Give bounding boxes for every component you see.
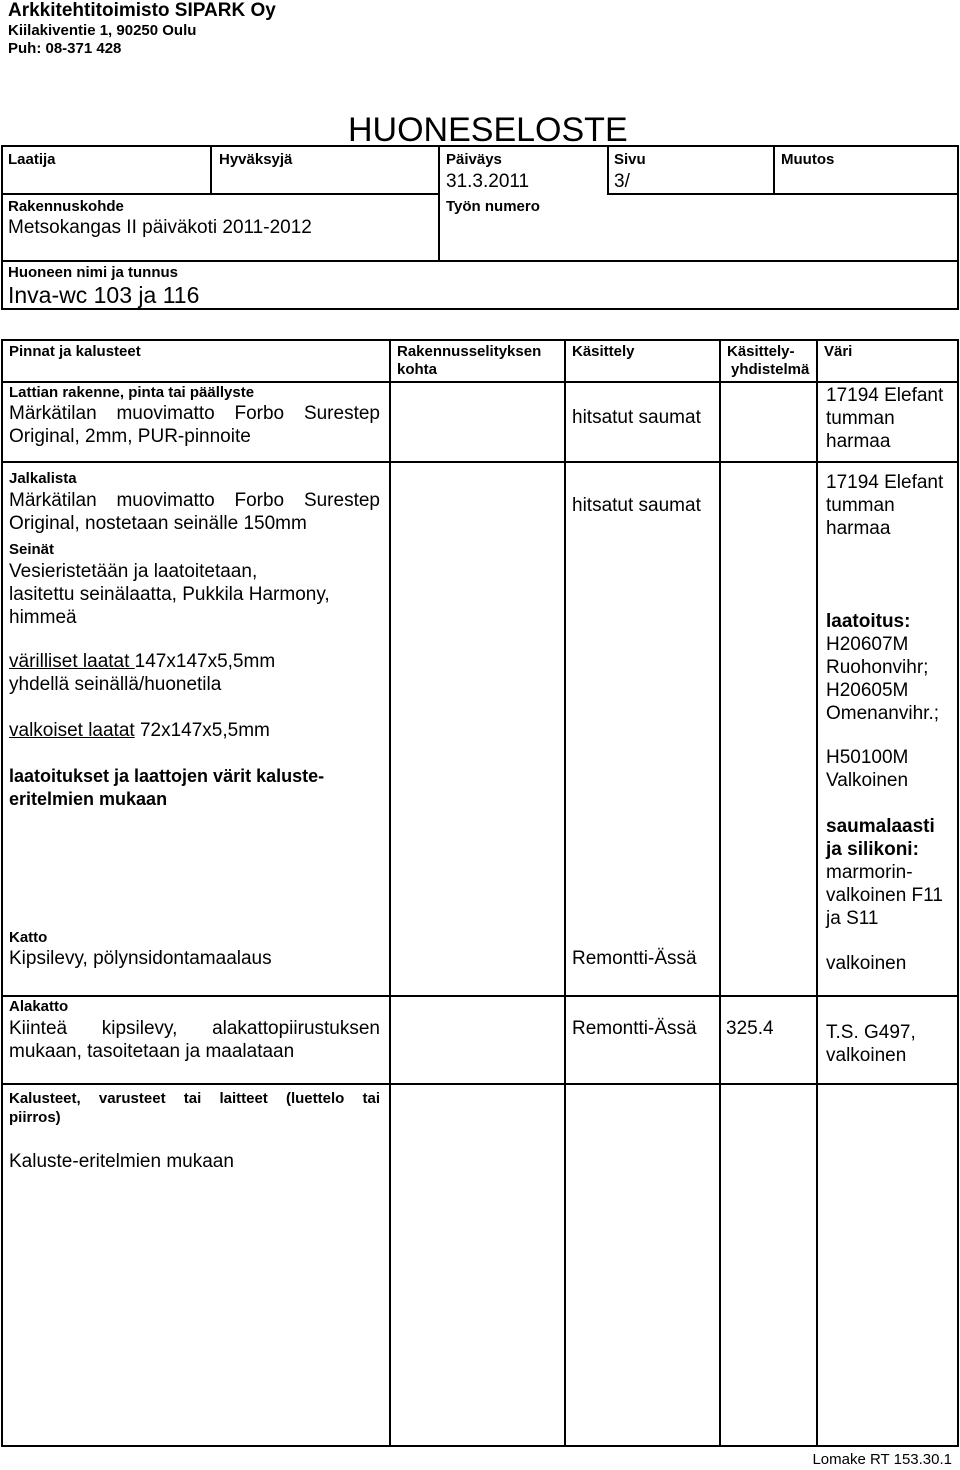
seinat-vari-laatoitus: laatoitus:	[826, 611, 911, 632]
alakatto-vari-1: T.S. G497,	[826, 1022, 916, 1043]
seinat-varilliset-underlined: värilliset laatat	[9, 651, 135, 672]
paivays-value: 31.3.2011	[446, 171, 530, 192]
seinat-vari-saumalaasti-1: saumalaasti	[826, 816, 935, 837]
rakennuskohde-value: Metsokangas II päiväkoti 2011-2012	[8, 217, 312, 238]
seinat-line3: himmeä	[9, 607, 77, 628]
seinat-vari-5: H50100M	[826, 747, 909, 768]
seinat-valkoiset-size: 72x147x5,5mm	[134, 720, 270, 741]
jalkalista-line2: Original, nostetaan seinälle 150mm	[9, 513, 307, 534]
kalusteet-line1: Kaluste-eritelmien mukaan	[9, 1151, 234, 1172]
alakatto-line2: mukaan, tasoitetaan ja maalataan	[9, 1041, 295, 1062]
header-pinnat: Pinnat ja kalusteet	[9, 343, 141, 360]
alakatto-kasittely: Remontti-Ässä	[572, 1018, 697, 1039]
company-phone: Puh: 08-371 428	[8, 40, 122, 57]
rakennuskohde-label: Rakennuskohde	[8, 198, 124, 215]
jalkalista-vari-2: tumman	[826, 495, 895, 516]
seinat-note-2: eritelmien mukaan	[9, 789, 168, 809]
seinat-vari-saumalaasti-2: ja silikoni:	[826, 839, 919, 860]
tyon-numero-label: Työn numero	[446, 198, 540, 215]
seinat-label: Seinät	[9, 541, 55, 558]
seinat-vari-1: H20607M	[826, 634, 909, 655]
seinat-vari-8: valkoinen F11	[826, 885, 943, 906]
jalkalista-label: Jalkalista	[9, 470, 77, 487]
alakatto-yhdistelma: 325.4	[726, 1018, 774, 1039]
katto-vari: valkoinen	[826, 953, 907, 974]
seinat-vari-7: marmorin-	[826, 862, 913, 883]
seinat-varilliset	[9, 650, 275, 673]
kalusteet-label-2: piirros)	[9, 1109, 61, 1126]
huone-value: Inva-wc 103 ja 116	[8, 282, 200, 308]
header-kasittely: Käsittely	[572, 343, 635, 360]
header-rakennusselitys: Rakennusselityksen kohta	[397, 343, 542, 378]
sivu-value: 3/	[614, 171, 630, 192]
alakatto-label: Alakatto	[9, 998, 69, 1015]
form-code-footer: Lomake RT 153.30.1	[812, 1451, 952, 1468]
lattia-line2: Original, 2mm, PUR-pinnoite	[9, 426, 251, 447]
seinat-vari-4: Omenanvihr.;	[826, 703, 939, 724]
lattia-vari-1: 17194 Elefant	[826, 385, 944, 406]
document-title: HUONESELOSTE	[348, 111, 628, 149]
company-name: Arkkitehtitoimisto SIPARK Oy	[8, 0, 276, 21]
lattia-vari-3: harmaa	[826, 431, 891, 452]
jalkalista-vari-1: 17194 Elefant	[826, 472, 944, 493]
alakatto-line1: Kiinteä kipsilevy, alakattopiirustuksen	[9, 1018, 380, 1039]
company-address: Kiilakiventie 1, 90250 Oulu	[8, 22, 197, 39]
alakatto-vari-2: valkoinen	[826, 1045, 907, 1066]
seinat-line2: lasitettu seinälaatta, Pukkila Harmony,	[9, 584, 330, 605]
muutos-label: Muutos	[781, 151, 835, 168]
header-vari: Väri	[824, 343, 853, 360]
lattia-vari-2: tumman	[826, 408, 895, 429]
seinat-vari-9: ja S11	[826, 908, 879, 929]
seinat-vari-6: Valkoinen	[826, 770, 909, 791]
hyvaksyja-label: Hyväksyjä	[219, 151, 293, 168]
seinat-vari-2: Ruohonvihr;	[826, 657, 929, 678]
lattia-kasittely: hitsatut saumat	[572, 407, 701, 428]
seinat-varilliset-size: 147x147x5,5mm	[134, 651, 276, 672]
seinat-valkoiset	[9, 719, 270, 742]
seinat-yhdella: yhdellä seinällä/huonetila	[9, 674, 222, 695]
jalkalista-vari-3: harmaa	[826, 518, 891, 539]
seinat-line1: Vesieristetään ja laatoitetaan,	[9, 561, 258, 582]
header-kasittelyyhdistelma-2: yhdistelmä	[731, 361, 810, 378]
lattia-label: Lattian rakenne, pinta tai päällyste	[9, 384, 255, 401]
lattia-line1: Märkätilan muovimatto Forbo Surestep	[9, 403, 380, 424]
laatija-label: Laatija	[8, 151, 56, 168]
jalkalista-line1: Märkätilan muovimatto Forbo Surestep	[9, 490, 380, 511]
jalkalista-kasittely: hitsatut saumat	[572, 495, 701, 516]
seinat-vari-3: H20605M	[826, 680, 909, 701]
kalusteet-label-1: Kalusteet, varusteet tai laitteet (luettelo tai	[9, 1090, 380, 1107]
katto-label: Katto	[9, 929, 48, 946]
seinat-valkoiset-underlined: valkoiset laatat	[9, 720, 135, 741]
sivu-label: Sivu	[614, 151, 646, 168]
header-kasittelyyhdistelma-1: Käsittely-	[727, 343, 795, 360]
seinat-note-1: laatoitukset ja laattojen värit kaluste-	[9, 766, 325, 786]
katto-line1: Kipsilevy, pölynsidontamaalaus	[9, 948, 272, 969]
katto-kasittely: Remontti-Ässä	[572, 948, 697, 969]
huone-label: Huoneen nimi ja tunnus	[8, 264, 179, 281]
paivays-label: Päiväys	[446, 151, 502, 168]
